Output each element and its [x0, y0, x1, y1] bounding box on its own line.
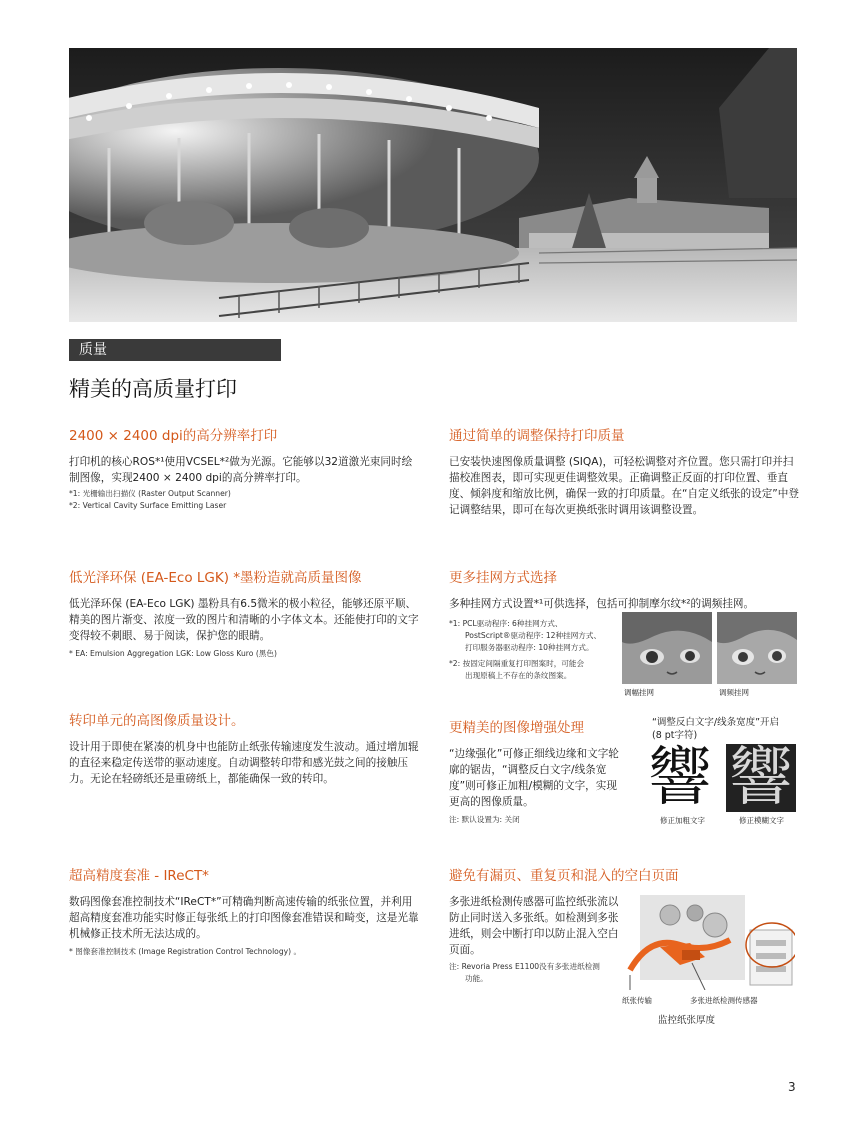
block-heading: 避免有漏页、重复页和混入的空白页面 [449, 868, 679, 884]
block-irect [69, 864, 421, 958]
block-blank-page [449, 864, 679, 985]
footnote: *2: Vertical Cavity Surface Emitting Laser [69, 501, 227, 510]
image-caption: 调频挂网 [719, 688, 749, 697]
diagram-caption: 多张进纸检测传感器 [690, 996, 758, 1005]
footnote: 打印服务器驱动程序: 10种挂网方式。 [465, 643, 594, 652]
enhance-image-caption [652, 716, 802, 742]
caption-line: “调整反白文字/线条宽度”开启 [652, 717, 780, 728]
image-caption: 修正模糊文字 [739, 816, 784, 825]
footnote: *1: PCL驱动程序: 6种挂网方式、 [449, 619, 563, 628]
block-heading: 低光泽环保 (EA-Eco LGK) *墨粉造就高质量图像 [69, 570, 362, 586]
reverse-glyph-sample: 響 [729, 741, 793, 815]
diagram-title: 监控纸张厚度 [658, 1015, 716, 1026]
footnote: * 图像套准控制技术 (Image Registration Control Technology) 。 [69, 947, 302, 956]
block-heading: 2400 × 2400 dpi的高分辨率打印 [69, 428, 278, 444]
block-body: “边缘强化”可修正细线边缘和文字轮廓的锯齿，“调整反白文字/线条宽度”则可修正加粗/模糊的文字，实现更高的图像质量。 [449, 748, 619, 808]
block-body: 多张进纸检测传感器可监控纸张流以防止同时送入多张纸。如检测到多张进纸，则会中断打印以防止混入空白页面。 [449, 896, 619, 956]
image-caption: 修正加粗文字 [660, 816, 705, 825]
fm-screen-sample [717, 612, 797, 684]
block-heading: 更精美的图像增强处理 [449, 720, 584, 736]
sensor-diagram [620, 895, 795, 990]
block-body: 已安装快速图像质量调整 (SIQA)，可轻松调整对齐位置。您只需打印并扫描校准图表，即可实现更佳调整效果。正确调整正反面的打印位置、垂直度、倾斜度和缩放比例，确保一致的打印质量。在“自定义纸张的设定”中登记调整结果，即可在每次更换纸张时调用该调整设置。 [449, 456, 799, 516]
block-toner [69, 566, 421, 660]
block-enhance [449, 716, 624, 826]
page-number: 3 [788, 1080, 796, 1094]
block-body: 设计用于即使在紧凑的机身中也能防止纸张传输速度发生波动。通过增加辊的直径来稳定传送带的驱动速度。自动调整转印带和感光鼓之间的接触压力。无论在轻磅纸还是重磅纸上，都能确保一致的转印。 [69, 741, 419, 785]
block-heading: 通过简单的调整保持打印质量 [449, 428, 625, 444]
footnote: * EA: Emulsion Aggregation LGK: Low Gloss Kuro (黑色) [69, 649, 277, 658]
footnote: 注: Revoria Press E1100没有多张进纸检测 [449, 962, 600, 971]
diagram-caption: 纸张传输 [622, 996, 652, 1005]
footnote: PostScript®驱动程序: 12种挂网方式、 [465, 631, 602, 640]
carousel-illustration [69, 48, 797, 322]
block-heading: 更多挂网方式选择 [449, 570, 557, 586]
block-heading: 转印单元的高图像质量设计。 [69, 713, 245, 729]
footnote: 注: 默认设置为: 关闭 [449, 815, 520, 824]
footnote: *2: 按固定间隔重复打印图案时，可能会 [449, 659, 585, 668]
block-resolution [69, 424, 421, 512]
bold-glyph-sample: 響 [648, 741, 712, 815]
section-label: 质量 [69, 339, 281, 361]
block-transfer [69, 709, 421, 787]
block-adjust [449, 424, 799, 518]
footnote: *1: 光栅输出扫描仪 (Raster Output Scanner) [69, 489, 231, 498]
page-title: 精美的高质量打印 [69, 377, 237, 401]
block-heading: 超高精度套准 - IReCT* [69, 868, 209, 884]
block-body: 数码图像套准控制技术“IReCT*”可精确判断高速传输的纸张位置，并利用超高精度套准功能实时修正每张纸上的打印图像套准错误和畸变，这是光靠机械修正技术所无法达成的。 [69, 896, 419, 940]
caption-line: (8 pt字符) [652, 730, 698, 741]
block-body: 低光泽环保 (EA-Eco LGK) 墨粉具有6.5微米的极小粒径，能够还原平顺、精美的图片渐变、浓度一致的图片和清晰的小字体文本。还能使打印的文字变得较不刺眼、易于阅读，保护您的眼睛。 [69, 598, 419, 642]
block-body: 多种挂网方式设置*¹可供选择，包括可抑制摩尔纹*²的调频挂网。 [449, 598, 755, 610]
block-body: 打印机的核心ROS*¹使用VCSEL*²做为光源。它能够以32道激光束同时绘制图像，实现2400 × 2400 dpi的高分辨率打印。 [69, 456, 413, 484]
footnote: 出现原稿上不存在的条纹图案。 [465, 671, 572, 680]
am-screen-sample [622, 612, 712, 684]
image-caption: 调幅挂网 [624, 688, 654, 697]
footnote: 功能。 [465, 974, 488, 983]
hero-photo-carousel [69, 48, 797, 322]
